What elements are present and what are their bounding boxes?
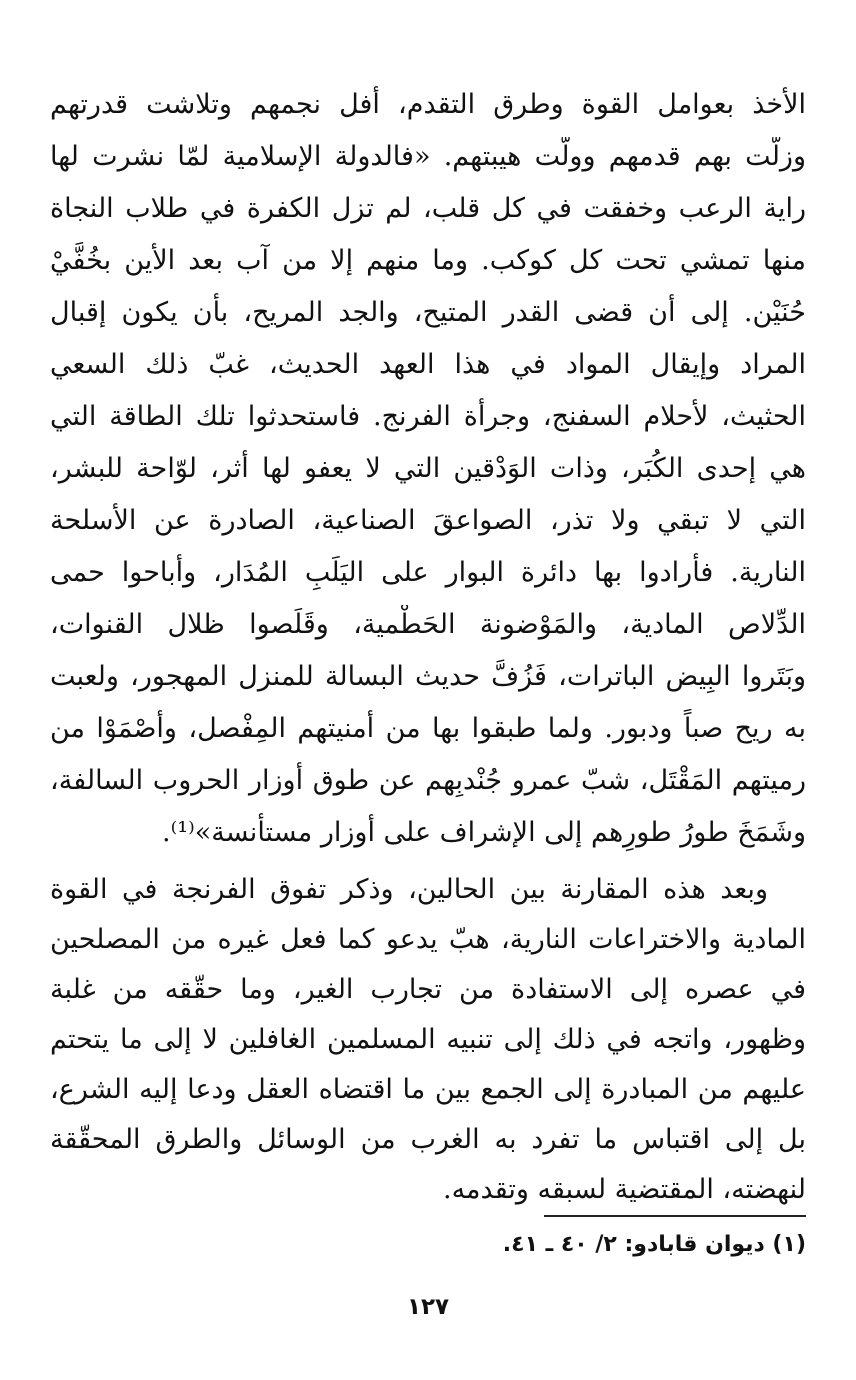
text-line: رميتهم المَقْتَل، شبّ عمرو جُنْدبِهم عن طوق أوزار الحروب السالفة،: [50, 765, 806, 796]
text-line: وبعد هذه المقارنة بين الحالين، وذكر تفوق الفرنجة في القوة: [50, 874, 768, 905]
text-line: وشَمَخَ طورُ طورِهم إلى الإشراف على أوزار مستأنسة»⁽¹⁾.: [162, 817, 806, 848]
footnote: (١) ديوان قابادو: ٢/ ٤٠ ـ ٤١.: [502, 1232, 806, 1257]
text-line: لنهضته، المقتضية لسبقه وتقدمه.: [443, 1174, 806, 1205]
text-line: وزلّت بهم قدمهم وولّت هيبتهم. «فالدولة الإسلامية لمّا نشرت لها: [50, 141, 806, 172]
text-line: الحثيث، لأحلام السفنج، وجرأة الفرنج. فاستحدثوا تلك الطاقة التي: [50, 401, 806, 432]
text-line: الدِّلاص المادية، والمَوْضونة الحَطْمية، وقَلَصوا ظلال القنوات،: [50, 609, 806, 640]
text-line: المادية والاختراعات النارية، هبّ يدعو كما فعل غيره من المصلحين: [50, 924, 806, 955]
text-line: الأخذ بعوامل القوة وطرق التقدم، أفل نجمهم وتلاشت قدرتهم: [50, 89, 806, 120]
text-line: راية الرعب وخفقت في كل قلب، لم تزل الكفرة في طلاب النجاة: [50, 193, 806, 224]
footnote-separator: [544, 1215, 806, 1217]
text-line: منها تمشي تحت كل كوكب. وما منهم إلا من آب بعد الأين بخُفَّيْ: [50, 245, 806, 276]
text-line: المراد وإيقال المواد في هذا العهد الحديث، غبّ ذلك السعي: [50, 349, 806, 380]
page-number: ١٢٧: [406, 1294, 450, 1320]
text-line: عليهم من المبادرة إلى الجمع بين ما اقتضاه العقل ودعا إليه الشرع،: [50, 1074, 806, 1105]
text-line: في عصره إلى الاستفادة من تجارب الغير، وما حقّقه من غلبة: [50, 974, 806, 1005]
text-line: وبَتَروا البِيض الباترات، فَزُفَّ حديث البسالة للمنزل المهجور، ولعبت: [50, 661, 806, 692]
text-line: النارية. فأرادوا بها دائرة البوار على اليَلَبِ المُدَار، وأباحوا حمى: [50, 557, 806, 588]
text-line: هي إحدى الكُبَر، وذات الوَدْقين التي لا يعفو لها أثر، لوّاحة للبشر،: [50, 453, 806, 484]
text-line: التي لا تبقي ولا تذر، الصواعقَ الصناعية، الصادرة عن الأسلحة: [50, 505, 806, 536]
text-line: حُنَيْن. إلى أن قضى القدر المتيح، والجد المريح، بأن يكون إقبال: [50, 297, 806, 328]
text-line: بل إلى اقتباس ما تفرد به الغرب من الوسائل والطرق المحقّقة: [50, 1124, 806, 1155]
text-line: وظهور، واتجه في ذلك إلى تنبيه المسلمين الغافلين لا إلى ما يتحتم: [50, 1024, 806, 1055]
text-line: به ريح صباً ودبور. ولما طبقوا بها من أمنيتهم المِفْصل، وأَصْمَوْا من: [50, 713, 806, 744]
